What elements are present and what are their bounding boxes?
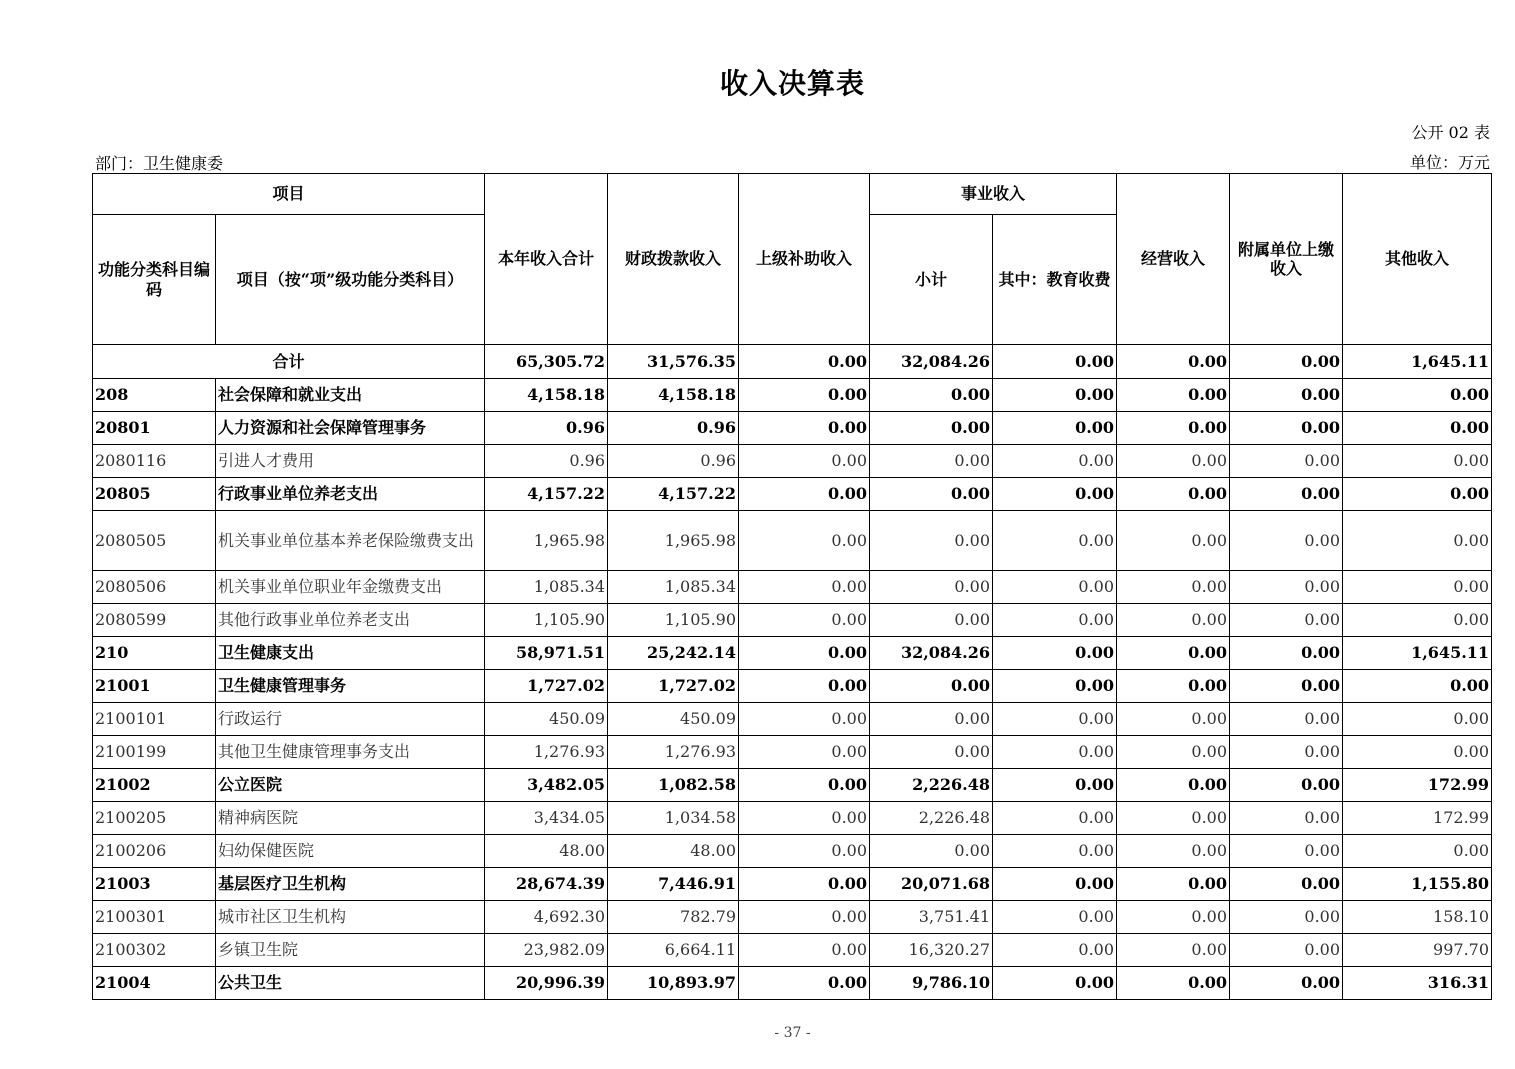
table-row (93, 412, 1492, 445)
row-value: 0.00 (993, 934, 1117, 967)
row-value: 2,226.48 (870, 769, 993, 802)
row-value: 0.00 (993, 670, 1117, 703)
total-row (93, 345, 1492, 379)
header-affiliated: 附属单位上缴收入 (1230, 174, 1343, 345)
header-name: 项目（按“项”级功能分类科目） (216, 215, 485, 345)
row-value: 0.00 (870, 478, 993, 511)
row-code: 21004 (93, 967, 216, 1000)
row-name: 其他卫生健康管理事务支出 (216, 736, 485, 769)
row-value: 0.00 (739, 802, 870, 835)
row-value: 2,226.48 (870, 802, 993, 835)
row-value: 0.00 (870, 445, 993, 478)
row-value: 0.00 (870, 736, 993, 769)
row-value: 450.09 (608, 703, 739, 736)
row-name: 机关事业单位职业年金缴费支出 (216, 571, 485, 604)
row-name: 精神病医院 (216, 802, 485, 835)
row-value: 0.00 (870, 511, 993, 571)
row-value: 0.00 (1230, 901, 1343, 934)
row-value: 0.00 (1230, 571, 1343, 604)
row-value: 0.00 (1343, 511, 1492, 571)
row-code: 2100206 (93, 835, 216, 868)
row-value: 0.00 (1117, 901, 1230, 934)
row-value: 0.00 (870, 571, 993, 604)
row-value: 0.00 (739, 703, 870, 736)
row-value: 0.00 (1343, 379, 1492, 412)
row-value: 3,482.05 (485, 769, 608, 802)
table-row (93, 478, 1492, 511)
row-value: 0.00 (1343, 445, 1492, 478)
row-value: 4,157.22 (608, 478, 739, 511)
row-value: 48.00 (485, 835, 608, 868)
row-value: 0.00 (739, 736, 870, 769)
row-value: 0.00 (1117, 670, 1230, 703)
row-name: 其他行政事业单位养老支出 (216, 604, 485, 637)
row-value: 1,727.02 (608, 670, 739, 703)
row-value: 16,320.27 (870, 934, 993, 967)
header-fiscal: 财政拨款收入 (608, 174, 739, 345)
row-value: 4,692.30 (485, 901, 608, 934)
row-value: 23,982.09 (485, 934, 608, 967)
row-name: 基层医疗卫生机构 (216, 868, 485, 901)
unit-label: 单位：万元 (1409, 153, 1490, 172)
row-value: 0.00 (1117, 637, 1230, 670)
page-number: - 37 - (774, 1025, 811, 1041)
row-value: 48.00 (608, 835, 739, 868)
row-name: 社会保障和就业支出 (216, 379, 485, 412)
total-label: 合计 (93, 345, 485, 379)
row-code: 2100199 (93, 736, 216, 769)
row-name: 城市社区卫生机构 (216, 901, 485, 934)
row-value: 4,157.22 (485, 478, 608, 511)
row-value: 0.00 (1343, 571, 1492, 604)
row-value: 0.00 (993, 604, 1117, 637)
row-value: 28,674.39 (485, 868, 608, 901)
row-value: 0.00 (993, 478, 1117, 511)
row-value: 0.00 (1117, 736, 1230, 769)
row-value: 9,786.10 (870, 967, 993, 1000)
table-row (93, 637, 1492, 670)
total-cell: 1,645.11 (1343, 345, 1492, 379)
row-value: 1,276.93 (608, 736, 739, 769)
row-value: 316.31 (1343, 967, 1492, 1000)
table-row (93, 835, 1492, 868)
row-value: 1,276.93 (485, 736, 608, 769)
row-value: 0.96 (608, 445, 739, 478)
total-cell: 32,084.26 (870, 345, 993, 379)
row-value: 0.00 (1343, 736, 1492, 769)
row-value: 0.00 (993, 769, 1117, 802)
row-value: 0.00 (739, 835, 870, 868)
row-value: 0.00 (1230, 934, 1343, 967)
row-value: 0.00 (1230, 703, 1343, 736)
table-row (93, 379, 1492, 412)
row-name: 妇幼保健医院 (216, 835, 485, 868)
row-value: 0.00 (1230, 802, 1343, 835)
row-code: 21003 (93, 868, 216, 901)
row-value: 0.00 (1117, 445, 1230, 478)
row-code: 2080506 (93, 571, 216, 604)
row-value: 0.00 (1343, 604, 1492, 637)
row-value: 997.70 (1343, 934, 1492, 967)
row-value: 0.00 (1343, 670, 1492, 703)
row-code: 2100205 (93, 802, 216, 835)
header-code: 功能分类科目编码 (93, 215, 216, 345)
row-value: 0.00 (870, 670, 993, 703)
row-value: 0.00 (739, 379, 870, 412)
row-value: 0.00 (739, 604, 870, 637)
row-value: 0.00 (870, 703, 993, 736)
row-value: 0.96 (485, 445, 608, 478)
form-number: 公开 02 表 (1411, 123, 1490, 142)
row-value: 0.00 (739, 571, 870, 604)
table-row (93, 901, 1492, 934)
row-value: 1,085.34 (608, 571, 739, 604)
row-value: 0.00 (739, 445, 870, 478)
header-project: 项目 (93, 174, 485, 215)
row-value: 1,965.98 (608, 511, 739, 571)
row-value: 7,446.91 (608, 868, 739, 901)
row-value: 1,155.80 (1343, 868, 1492, 901)
row-code: 21001 (93, 670, 216, 703)
row-value: 0.00 (1117, 379, 1230, 412)
row-value: 0.00 (739, 412, 870, 445)
row-value: 0.00 (1117, 478, 1230, 511)
row-value: 0.00 (993, 637, 1117, 670)
row-value: 0.00 (870, 412, 993, 445)
row-value: 0.00 (1230, 412, 1343, 445)
row-value: 1,105.90 (608, 604, 739, 637)
row-name: 行政事业单位养老支出 (216, 478, 485, 511)
row-value: 0.00 (1343, 835, 1492, 868)
total-cell: 0.00 (739, 345, 870, 379)
row-value: 0.00 (993, 901, 1117, 934)
row-value: 0.00 (1230, 478, 1343, 511)
row-value: 0.00 (870, 604, 993, 637)
row-value: 158.10 (1343, 901, 1492, 934)
header-other: 其他收入 (1343, 174, 1492, 345)
row-value: 782.79 (608, 901, 739, 934)
row-value: 0.00 (1117, 868, 1230, 901)
row-value: 0.00 (870, 379, 993, 412)
total-cell: 0.00 (1230, 345, 1343, 379)
row-value: 0.00 (1230, 769, 1343, 802)
row-name: 乡镇卫生院 (216, 934, 485, 967)
row-code: 2080505 (93, 511, 216, 571)
row-value: 25,242.14 (608, 637, 739, 670)
row-code: 20801 (93, 412, 216, 445)
row-value: 0.00 (1117, 412, 1230, 445)
row-code: 2080599 (93, 604, 216, 637)
row-name: 人力资源和社会保障管理事务 (216, 412, 485, 445)
table-header (93, 174, 1492, 345)
header-total: 本年收入合计 (485, 174, 608, 345)
row-value: 0.00 (1230, 637, 1343, 670)
row-code: 208 (93, 379, 216, 412)
table-row (93, 934, 1492, 967)
row-value: 0.00 (870, 835, 993, 868)
row-value: 1,727.02 (485, 670, 608, 703)
row-value: 0.00 (1343, 412, 1492, 445)
row-value: 0.00 (739, 511, 870, 571)
income-table (92, 173, 1492, 1000)
row-value: 0.00 (739, 901, 870, 934)
row-code: 20805 (93, 478, 216, 511)
row-name: 卫生健康管理事务 (216, 670, 485, 703)
row-value: 0.00 (1117, 604, 1230, 637)
row-value: 4,158.18 (485, 379, 608, 412)
row-value: 0.00 (993, 835, 1117, 868)
table-row (93, 868, 1492, 901)
row-value: 0.00 (1230, 604, 1343, 637)
row-value: 0.00 (1117, 835, 1230, 868)
table-row (93, 445, 1492, 478)
row-value: 0.00 (993, 736, 1117, 769)
row-value: 0.00 (1230, 868, 1343, 901)
table-row (93, 967, 1492, 1000)
row-value: 0.00 (1117, 967, 1230, 1000)
row-value: 20,071.68 (870, 868, 993, 901)
row-value: 0.00 (1343, 703, 1492, 736)
row-value: 6,664.11 (608, 934, 739, 967)
row-value: 0.00 (993, 868, 1117, 901)
row-name: 公共卫生 (216, 967, 485, 1000)
row-value: 0.00 (739, 637, 870, 670)
total-cell: 0.00 (993, 345, 1117, 379)
row-value: 172.99 (1343, 769, 1492, 802)
row-value: 0.00 (1117, 802, 1230, 835)
row-value: 0.00 (1343, 478, 1492, 511)
row-value: 0.00 (1117, 511, 1230, 571)
department-label: 部门：卫生健康委 (95, 154, 224, 173)
row-value: 0.96 (608, 412, 739, 445)
table-row (93, 571, 1492, 604)
row-value: 0.00 (1230, 835, 1343, 868)
table-row (93, 769, 1492, 802)
row-value: 10,893.97 (608, 967, 739, 1000)
row-value: 0.00 (993, 703, 1117, 736)
row-value: 0.96 (485, 412, 608, 445)
total-cell: 65,305.72 (485, 345, 608, 379)
row-value: 0.00 (739, 670, 870, 703)
row-code: 2100302 (93, 934, 216, 967)
row-code: 2100301 (93, 901, 216, 934)
row-value: 0.00 (993, 445, 1117, 478)
header-edu: 其中：教育收费 (993, 215, 1117, 345)
row-value: 0.00 (739, 769, 870, 802)
row-value: 20,996.39 (485, 967, 608, 1000)
row-value: 0.00 (1230, 967, 1343, 1000)
row-value: 0.00 (993, 802, 1117, 835)
row-value: 1,082.58 (608, 769, 739, 802)
row-value: 58,971.51 (485, 637, 608, 670)
row-value: 1,085.34 (485, 571, 608, 604)
row-value: 0.00 (1117, 571, 1230, 604)
row-value: 0.00 (739, 934, 870, 967)
row-value: 0.00 (1117, 769, 1230, 802)
total-cell: 31,576.35 (608, 345, 739, 379)
row-value: 0.00 (739, 967, 870, 1000)
row-value: 0.00 (1230, 736, 1343, 769)
row-name: 机关事业单位基本养老保险缴费支出 (216, 511, 485, 571)
row-value: 1,645.11 (1343, 637, 1492, 670)
row-value: 4,158.18 (608, 379, 739, 412)
row-value: 0.00 (993, 571, 1117, 604)
row-value: 0.00 (1117, 934, 1230, 967)
total-cell: 0.00 (1117, 345, 1230, 379)
row-name: 卫生健康支出 (216, 637, 485, 670)
row-value: 0.00 (739, 868, 870, 901)
row-code: 21002 (93, 769, 216, 802)
header-subtotal: 小计 (870, 215, 993, 345)
table-row (93, 511, 1492, 571)
row-value: 0.00 (993, 412, 1117, 445)
row-value: 1,034.58 (608, 802, 739, 835)
row-code: 2100101 (93, 703, 216, 736)
row-code: 2080116 (93, 445, 216, 478)
row-code: 210 (93, 637, 216, 670)
table-body (93, 345, 1492, 1000)
table-row (93, 802, 1492, 835)
row-name: 引进人才费用 (216, 445, 485, 478)
row-value: 1,965.98 (485, 511, 608, 571)
row-value: 0.00 (1230, 670, 1343, 703)
row-name: 行政运行 (216, 703, 485, 736)
row-value: 0.00 (1230, 379, 1343, 412)
row-value: 450.09 (485, 703, 608, 736)
row-value: 0.00 (993, 967, 1117, 1000)
row-value: 3,434.05 (485, 802, 608, 835)
row-value: 0.00 (993, 379, 1117, 412)
row-value: 1,105.90 (485, 604, 608, 637)
row-value: 0.00 (1117, 703, 1230, 736)
table-row (93, 703, 1492, 736)
table-row (93, 736, 1492, 769)
row-value: 32,084.26 (870, 637, 993, 670)
row-name: 公立医院 (216, 769, 485, 802)
document-title: 收入决算表 (719, 67, 865, 100)
table-row (93, 604, 1492, 637)
row-value: 0.00 (993, 511, 1117, 571)
row-value: 0.00 (739, 478, 870, 511)
header-upper: 上级补助收入 (739, 174, 870, 345)
row-value: 172.99 (1343, 802, 1492, 835)
row-value: 3,751.41 (870, 901, 993, 934)
header-operating: 经营收入 (1117, 174, 1230, 345)
table-row (93, 670, 1492, 703)
row-value: 0.00 (1230, 445, 1343, 478)
row-value: 0.00 (1230, 511, 1343, 571)
header-business: 事业收入 (870, 174, 1117, 215)
